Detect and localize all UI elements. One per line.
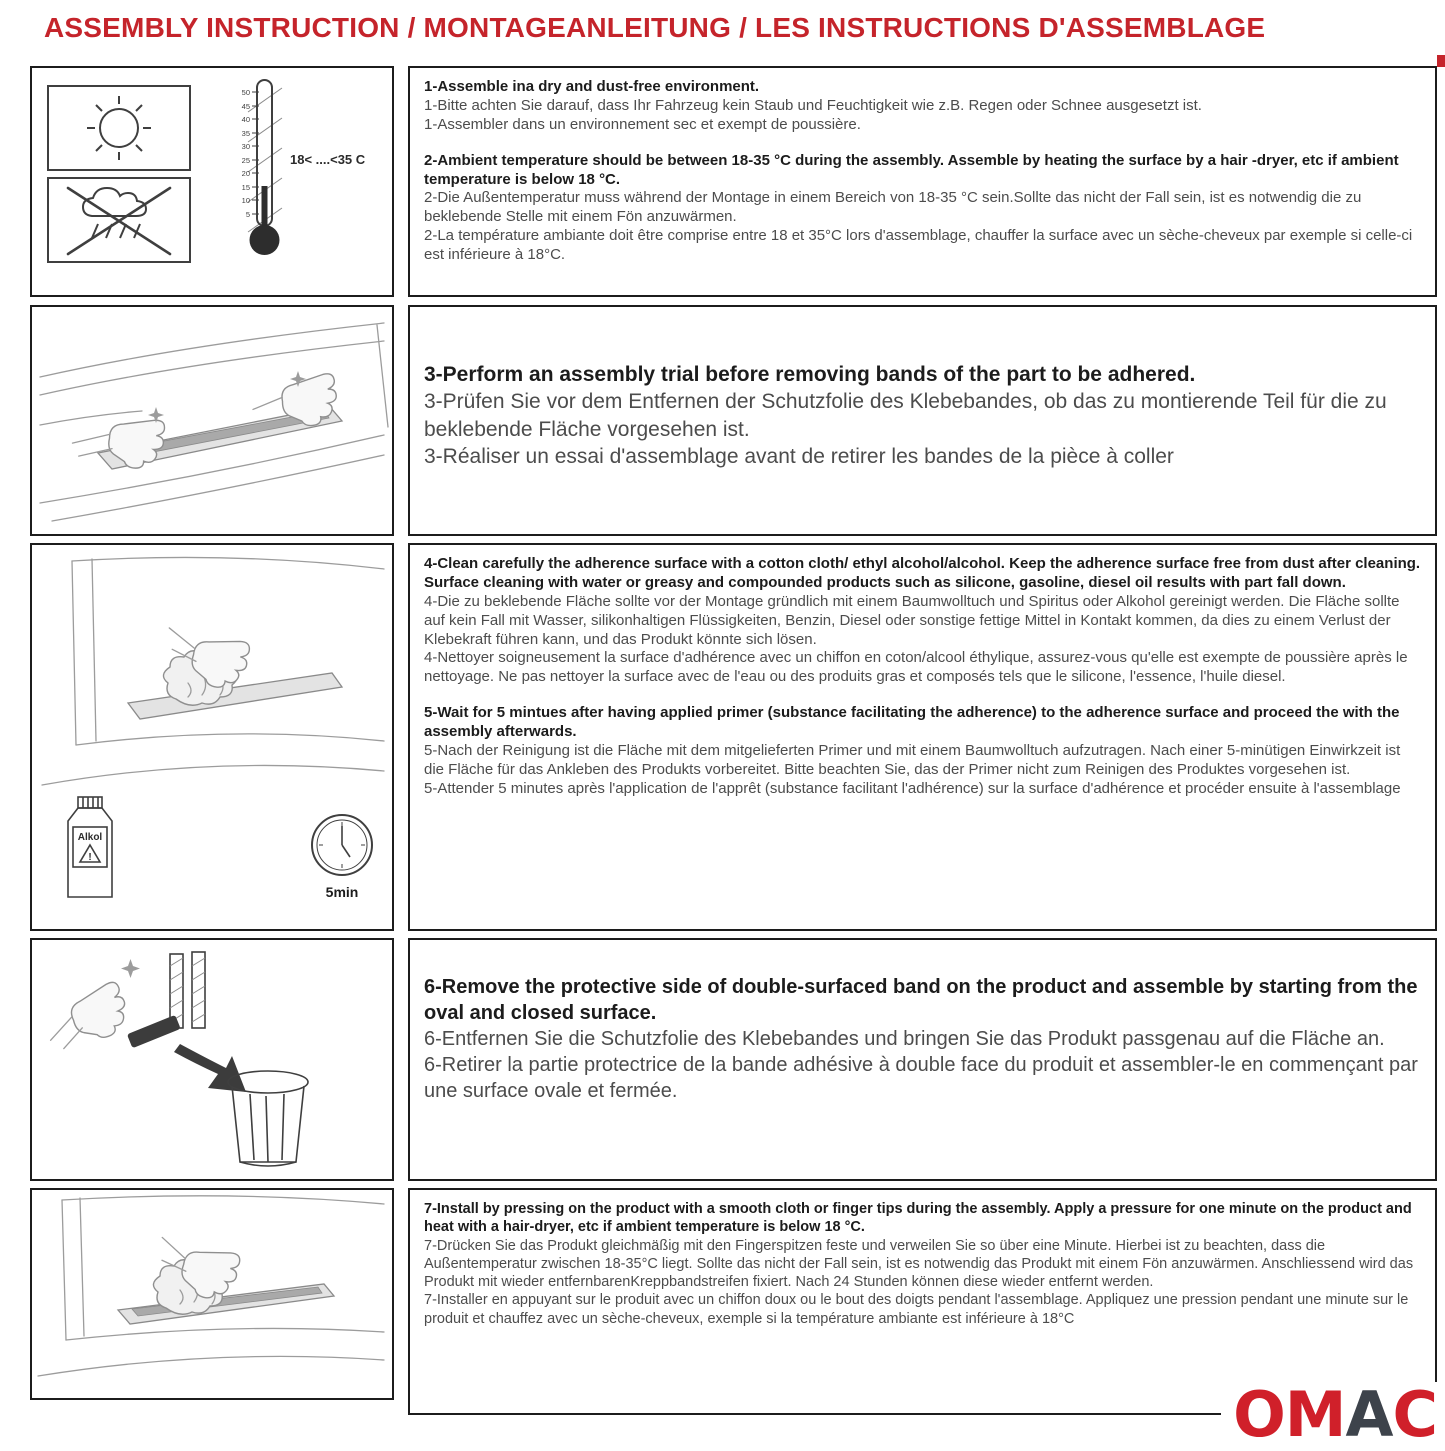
instruction-fr-2: 2-La température ambiante doit être comprise entre 18 et 35°C lors d'assemblage, chauffer la surface avec un sèche-cheveux par exemple si celle-ci est inférieure à 18°C. — [424, 227, 1413, 264]
temperature-range-label: 18< ....<35 C — [290, 152, 366, 167]
arrow-down-icon — [174, 1044, 246, 1092]
clock-icon — [312, 815, 372, 900]
svg-text:10: 10 — [241, 196, 250, 205]
svg-text:50: 50 — [241, 88, 250, 97]
sun-icon — [48, 86, 190, 170]
instruction-fr-1: 1-Assembler dans un environnement sec et exempt de poussière. — [424, 115, 861, 133]
svg-text:25: 25 — [241, 156, 250, 165]
svg-text:20: 20 — [241, 169, 250, 178]
cleaning-illustration — [32, 545, 392, 929]
instructions-cleaning — [408, 543, 1437, 931]
instruction-en-4: 4-Clean carefully the adherence surface with a cotton cloth/ ethyl alcohol/alcohol. Keep the adherence surface free from dust after cleaning. Surface cleaning with water or greasy and compounded products such as silicone, gasoline, diesel oil results with part fall down. — [424, 555, 1421, 591]
red-corner-mark — [1437, 55, 1445, 67]
instruction-de-1: 1-Bitte achten Sie darauf, dass Ihr Fahrzeug kein Staub und Feuchtigkeit wie z.B. Regen oder Schnee ausgesetzt ist. — [424, 96, 1202, 114]
instruction-en-7: 7-Install by pressing on the product with a smooth cloth or finger tips during the assembly. Apply a pressure for one minute on the product and heat with a hair-dryer, etc if ambient temperature is below 18 °C. — [424, 1201, 1412, 1236]
instruction-fr-7: 7-Installer en appuyant sur le produit avec un chiffon doux ou le bout des doigts pendant l'assemblage. Appliquez une pression pendant une minute sur le produit et chauffez avec un sèche-cheveux, exemple si la température ambiante est inférieure à 18°C — [424, 1292, 1409, 1327]
svg-text:35: 35 — [241, 129, 250, 138]
alcohol-bottle-icon — [68, 797, 112, 897]
illustration-cleaning — [30, 543, 394, 931]
no-rain-icon — [48, 178, 190, 262]
svg-text:45: 45 — [241, 102, 250, 111]
logo-letter-o: O — [1233, 1378, 1285, 1451]
logo-letter-a: A — [1345, 1378, 1393, 1451]
omac-logo — [1221, 1378, 1439, 1451]
assembly-trial-illustration — [32, 307, 392, 534]
instructions-environment — [408, 66, 1437, 297]
instruction-fr-6: 6-Retirer la partie protectrice de la bande adhésive à double face du produit et assembler-le en commençant par une surface ovale et fermée. — [424, 1054, 1418, 1102]
svg-text:40: 40 — [241, 115, 250, 124]
environment-illustration — [32, 68, 392, 295]
instruction-en-3: 3-Perform an assembly trial before removing bands of the part to be adhered. — [424, 363, 1196, 386]
logo-letter-m: M — [1284, 1378, 1346, 1451]
illustration-assembly-trial — [30, 305, 394, 536]
instruction-en-2: 2-Ambient temperature should be between 18-35 °C during the assembly. Assemble by heating the surface by a hair -dryer, etc if ambient temperature is below 18 °C. — [424, 151, 1399, 188]
press-install-illustration — [32, 1190, 392, 1398]
instruction-en-5: 5-Wait for 5 mintues after having applied primer (substance facilitating the adherence) to the adherence surface and proceed the with the assembly afterwards. — [424, 704, 1400, 741]
instruction-de-5: 5-Nach der Reinigung ist die Fläche mit dem mitgelieferten Primer und mit einem Baumwolltuch aufzutragen. Nach einer 5-minütigen Einwirkzeit ist die Fläche für das Ankleben des Produkts vorbereitet. Bitte beachten Sie, das der Primer nicht zum Reinigen des Produktes vorgesehen ist. — [424, 742, 1401, 778]
illustration-press-install — [30, 1188, 394, 1400]
adhesive-strip — [127, 1015, 181, 1048]
bottle-label: Alkol — [77, 832, 103, 843]
sparkle-icon — [121, 959, 140, 978]
instructions-remove-band — [408, 938, 1437, 1181]
logo-letter-c: C — [1392, 1378, 1437, 1451]
warning-exclamation: ! — [88, 852, 92, 863]
svg-text:5: 5 — [245, 210, 250, 219]
instruction-de-3: 3-Prüfen Sie vor dem Entfernen der Schutzfolie des Klebebandes, ob das zu montierende Teil für die zu beklebende Fläche vorgesehen ist. — [424, 390, 1387, 441]
instruction-en-1: 1-Assemble ina dry and dust-free environment. — [424, 78, 760, 95]
clock-label: 5min — [325, 884, 359, 900]
instruction-de-6: 6-Entfernen Sie die Schutzfolie des Klebebandes und bringen Sie das Produkt passgenau auf die Fläche an. — [424, 1028, 1385, 1050]
hand-icon — [39, 980, 133, 1053]
illustration-environment — [30, 66, 394, 297]
instructions-assembly-trial — [408, 305, 1437, 536]
instruction-fr-4: 4-Nettoyer soigneusement la surface d'adhérence avec un chiffon en coton/alcool éthylique, assurez-vous qu'elle est exempte de poussière après le nettoyage. Ne pas nettoyer la surface avec de l'eau ou des produits gras et composés tels que le silicone, l'essence, l'huile diesel. — [424, 649, 1408, 686]
svg-text:15: 15 — [241, 183, 250, 192]
remove-band-illustration — [32, 940, 392, 1179]
instruction-de-4: 4-Die zu beklebende Fläche sollte vor der Montage gründlich mit einem Baumwolltuch und Spiritus oder Alkohol gereinigt werden. Die Fläche sollte auf kein Fall mit Wasser, silikonhaltigen Flüssigkeiten, Benzin, Diesel oder sonstige fettige Mittel in Kontakt kommen, da dies zu einem Verlust der Klebekraft führen kann, und das Produkt könnte sich lösen. — [424, 592, 1400, 648]
illustration-remove-band — [30, 938, 394, 1181]
thermometer-icon — [242, 80, 366, 255]
page-title: ASSEMBLY INSTRUCTION / MONTAGEANLEITUNG / LES INSTRUCTIONS D'ASSEMBLAGE — [44, 12, 1266, 43]
thermometer-scale — [242, 88, 250, 219]
instruction-en-6: 6-Remove the protective side of double-surfaced band on the product and assemble by starting from the oval and closed surface. — [424, 976, 1418, 1024]
svg-text:30: 30 — [241, 142, 250, 151]
instruction-fr-3: 3-Réaliser un essai d'assemblage avant de retirer les bandes de la pièce à coller — [424, 444, 1174, 468]
instruction-de-7: 7-Drücken Sie das Produkt gleichmäßig mit den Fingerspitzen feste und verweilen Sie so über eine Minute. Hierbei ist zu beachten, dass die Außentemperatur zwischen 18-35°C liegt. Sollte das nicht der Fall sein, ist es notwendig das Produkt mit einem Fön anzuwärmen. Anschliessend wird das Produkt mit wieder entfernbarenKreppbandstreifen fixiert. Nach 24 Stunden können diese wieder entfernt werden. — [424, 1237, 1414, 1291]
instruction-de-2: 2-Die Außentemperatur muss während der Montage in einem Bereich von 18-35 °C sein.Sollte das nicht der Fall sein, ist es notwendig die zu beklebende Stelle mit einem Fön anzuwärmen. — [424, 189, 1362, 226]
instruction-fr-5: 5-Attender 5 minutes après l'application de l'apprêt (substance facilitant l'adhérence) sur la surface d'adhérence et procéder ensuite à l'assemblage — [424, 779, 1401, 797]
